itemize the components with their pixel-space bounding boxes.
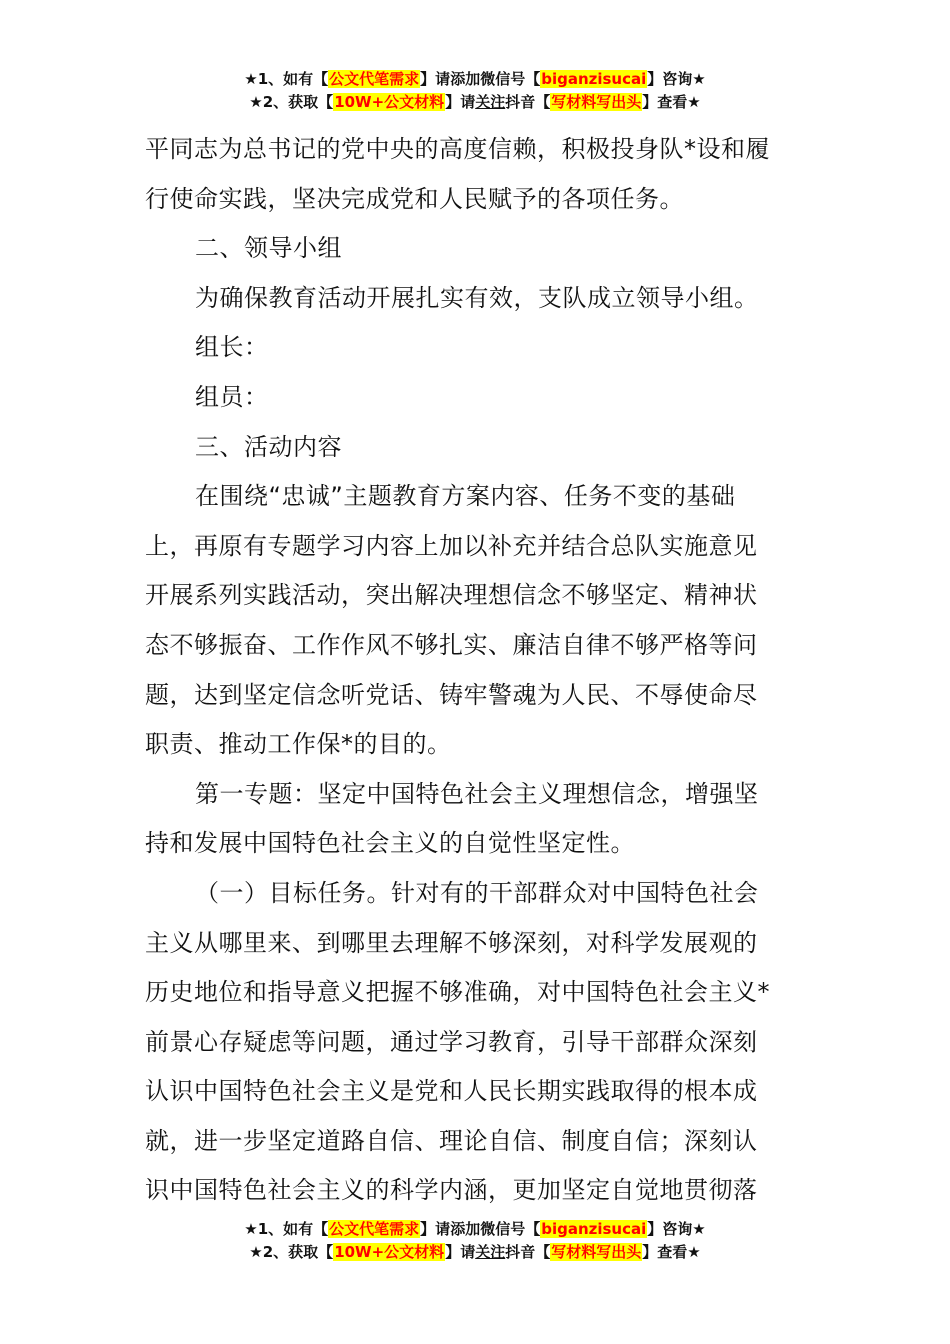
paragraph-line: 主义从哪里来、到哪里去理解不够深刻，对科学发展观的 <box>145 928 758 957</box>
highlight-wechat-id: biganzisucai <box>541 1220 647 1238</box>
highlight-wechat-id: biganzisucai <box>541 70 647 88</box>
member-field: 组员： <box>195 382 269 411</box>
section-heading: 三、活动内容 <box>195 432 342 461</box>
paragraph-line: 平同志为总书记的党中央的高度信赖，积极投身队*设和履 <box>145 135 770 163</box>
paragraph-line: 题，达到坚定信念听党话、铸牢警魂为人民、不辱使命尽 <box>145 680 758 709</box>
banner-line-1: ★1、如有【公文代笔需求】请添加微信号【biganzisucai】咨询★ <box>244 70 706 88</box>
banner-line-2: ★2、获取【10W+公文材料】请关注抖音【写材料写出头】查看★ <box>249 93 701 111</box>
paragraph-line: 为确保教育活动开展扎实有效，支队成立领导小组。 <box>195 283 759 312</box>
leader-field: 组长： <box>195 333 269 362</box>
header-banner <box>0 69 950 115</box>
paragraph-line: 行使命实践，坚决完成党和人民赋予的各项任务。 <box>145 184 684 213</box>
footer-banner <box>0 1219 950 1265</box>
banner-line-2: ★2、获取【10W+公文材料】请关注抖音【写材料写出头】查看★ <box>249 1243 701 1261</box>
paragraph-line: 前景心存疑虑等问题，通过学习教育，引导干部群众深刻 <box>145 1027 758 1056</box>
highlight-service: 公文代笔需求 <box>329 1220 420 1238</box>
paragraph-line: （一）目标任务。针对有的干部群众对中国特色社会 <box>195 878 759 907</box>
banner-line-1: ★1、如有【公文代笔需求】请添加微信号【biganzisucai】咨询★ <box>244 1220 706 1238</box>
paragraph-line: 职责、推动工作保*的目的。 <box>145 730 452 759</box>
paragraph-line: 就，进一步坚定道路自信、理论自信、制度自信；深刻认 <box>145 1126 758 1155</box>
highlight-douyin-id: 写材料写出头 <box>551 93 642 111</box>
highlight-douyin-id: 写材料写出头 <box>551 1243 642 1261</box>
document-body <box>145 125 805 1216</box>
section-heading: 二、领导小组 <box>195 234 342 263</box>
paragraph-line: 开展系列实践活动，突出解决理想信念不够坚定、精神状 <box>145 581 758 610</box>
highlight-materials: 10W+公文材料 <box>334 1243 445 1261</box>
paragraph-line: 持和发展中国特色社会主义的自觉性坚定性。 <box>145 829 635 858</box>
highlight-materials: 10W+公文材料 <box>334 93 445 111</box>
paragraph-line: 认识中国特色社会主义是党和人民长期实践取得的根本成 <box>145 1077 758 1106</box>
paragraph-line: 态不够振奋、工作作风不够扎实、廉洁自律不够严格等问 <box>145 630 758 659</box>
paragraph-line: 历史地位和指导意义把握不够准确，对中国特色社会主义* <box>145 978 770 1007</box>
topic-heading: 第一专题：坚定中国特色社会主义理想信念，增强坚 <box>195 779 759 808</box>
highlight-service: 公文代笔需求 <box>329 70 420 88</box>
paragraph-line: 在围绕“忠诚”主题教育方案内容、任务不变的基础 <box>195 482 736 511</box>
paragraph-line: 识中国特色社会主义的科学内涵，更加坚定自觉地贯彻落 <box>145 1176 758 1205</box>
paragraph-line: 上，再原有专题学习内容上加以补充并结合总队实施意见 <box>145 531 758 560</box>
